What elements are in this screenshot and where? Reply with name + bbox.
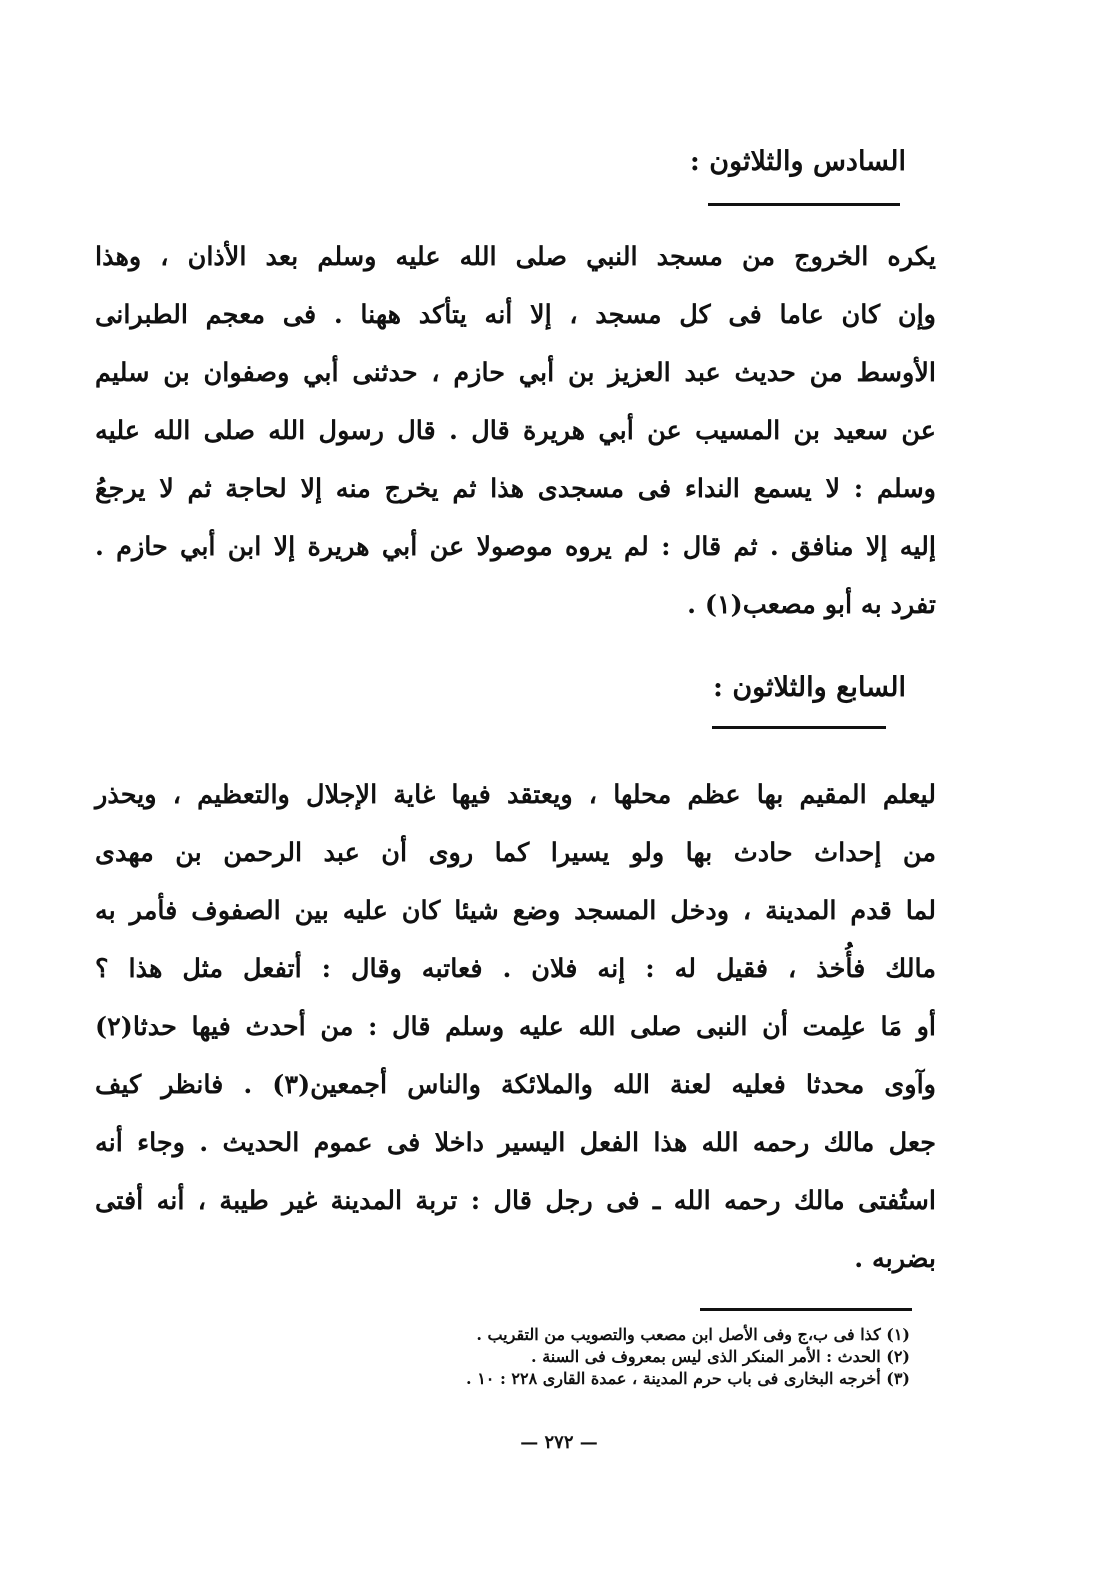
text-line: بضربه .: [854, 1244, 936, 1274]
text-line: لما قدم المدينة ، ودخل المسجد وضع شيئا كان عليه بين الصفوف فأمر به: [95, 896, 936, 926]
section-heading-37: السابع والثلاثون :: [712, 672, 906, 703]
section-heading-36: السادس والثلاثون :: [689, 146, 906, 177]
text-line: وإن كان عاما فى كل مسجد ، إلا أنه يتأكد ههنا . فى معجم الطبرانى: [95, 300, 936, 330]
text-line: إليه إلا منافق . ثم قال : لم يروه موصولا عن أبي هريرة إلا ابن أبي حازم .: [95, 532, 936, 562]
footnote: (٢) الحدث : الأمر المنكر الذى ليس بمعروف فى السنة .: [531, 1347, 910, 1366]
page-number: — ٢٧٢ —: [520, 1432, 598, 1453]
footnote: (١) كذا فى ب،ج وفى الأصل ابن مصعب والتصويب من التقريب .: [476, 1325, 910, 1344]
text-line: استُفتى مالك رحمه الله ـ فى رجل قال : تربة المدينة غير طيبة ، أنه أفتى: [95, 1186, 936, 1216]
text-line: يكره الخروج من مسجد النبي صلى الله عليه وسلم بعد الأذان ، وهذا: [95, 242, 936, 272]
text-line: ليعلم المقيم بها عظم محلها ، ويعتقد فيها غاية الإجلال والتعظيم ، ويحذر: [95, 780, 936, 810]
text-line: تفرد به أبو مصعب(١) .: [687, 590, 936, 620]
text-line: وسلم : لا يسمع النداء فى مسجدى هذا ثم يخرج منه إلا لحاجة ثم لا يرجعُ: [95, 474, 936, 504]
heading-underline: [708, 203, 900, 206]
text-line: الأوسط من حديث عبد العزيز بن أبي حازم ، حدثنى أبي وصفوان بن سليم: [95, 358, 936, 388]
footnotes: [230, 1324, 910, 1390]
text-line: مالك فأُخذ ، فقيل له : إنه فلان . فعاتبه وقال : أتفعل مثل هذا ؟: [95, 954, 936, 984]
section-37-paragraph: [95, 766, 936, 1288]
heading-underline: [712, 726, 886, 729]
text-line: عن سعيد بن المسيب عن أبي هريرة قال . قال رسول الله صلى الله عليه: [95, 416, 936, 446]
text-line: أو مَا علِمت أن النبى صلى الله عليه وسلم قال : من أحدث فيها حدثا(٢): [95, 1012, 936, 1042]
footnote-separator: [700, 1308, 912, 1311]
text-line: جعل مالك رحمه الله هذا الفعل اليسير داخلا فى عموم الحديث . وجاء أنه: [95, 1128, 936, 1158]
section-36-paragraph: [95, 228, 936, 634]
text-line: من إحداث حادث بها ولو يسيرا كما روى أن عبد الرحمن بن مهدى: [95, 838, 936, 868]
text-line: وآوى محدثا فعليه لعنة الله والملائكة والناس أجمعين(٣) . فانظر كيف: [95, 1070, 936, 1100]
footnote: (٣) أخرجه البخارى فى باب حرم المدينة ، عمدة القارى ٢٢٨ : ١٠ .: [466, 1369, 910, 1388]
